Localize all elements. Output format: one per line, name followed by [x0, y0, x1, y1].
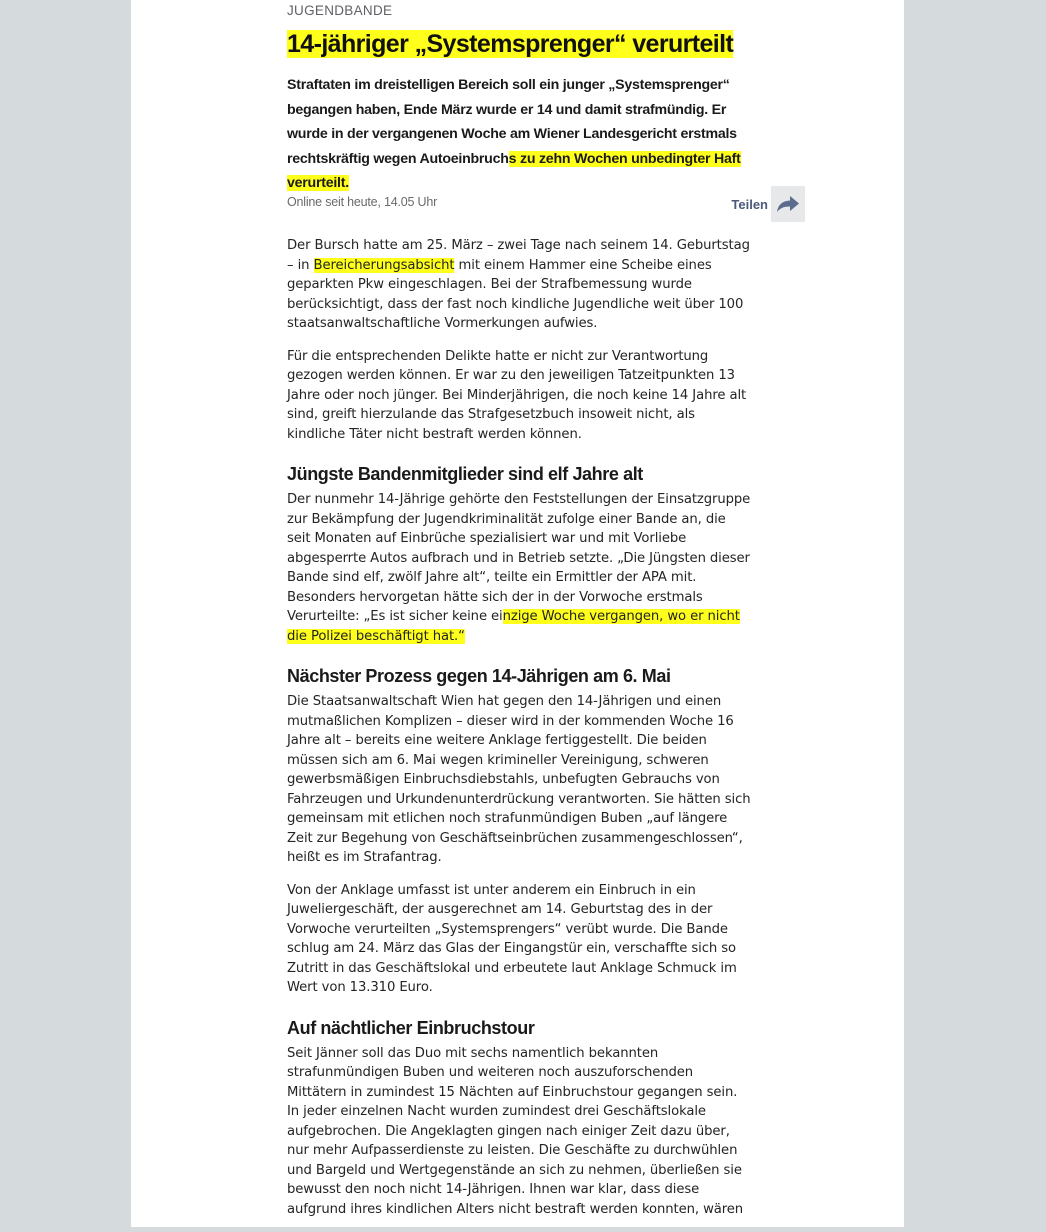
paragraph-highlight: nzige Woche vergangen, wo er nicht die Polizei beschäftigt hat.“	[287, 609, 740, 644]
paragraph-text: Der nunmehr 14-Jährige gehörte den Feststellungen der Einsatzgruppe zur Bekämpfung der Jugendkriminalität zufolge einer Bande an, die seit Monaten auf Einbrüche spezialisiert war und mit Vorliebe abgesperrte Autos aufbrach und in Betrieb setzte. „Die Jüngsten dieser Bande sind elf, zwölf Jahre alt“, teilte ein Ermittler der APA mit. Besonders hervorgetan hätte sich der in der Vorwoche erstmals Verurteilte: „Es ist sicher keine ei	[287, 492, 751, 624]
article-headline	[287, 27, 733, 61]
article-page	[131, 0, 904, 1227]
section-heading: Nächster Prozess gegen 14-Jährigen am 6. Mai	[287, 666, 671, 686]
share-arrow-icon[interactable]	[771, 186, 805, 222]
section-heading: Jüngste Bandenmitglieder sind elf Jahre alt	[287, 464, 643, 484]
online-since: Online seit heute, 14.05 Uhr	[287, 195, 438, 209]
paragraph-text: mit einem Hammer eine Scheibe eines geparkten Pkw eingeschlagen. Bei der Strafbemessung wurde berücksichtigt, dass der fast noch kindliche Jugendliche weit über 100 staatsanwaltschaftliche Vormerkungen aufwies.	[287, 257, 744, 331]
paragraph-text: Der Bursch hatte am 25. März – zwei Tage nach seinem 14. Geburtstag – in	[287, 238, 750, 273]
article-body	[287, 236, 751, 1232]
paragraph: Von der Anklage umfasst ist unter anderem ein Einbruch in ein Juweliergeschäft, der ausgerechnet am 14. Geburtstag des in der Vorwoche verurteilten „Systemsprengers“ verübt wurde. Die Bande schlug am 24. März das Glas der Eingangstür ein, verschaffte sich so Zutritt in das Geschäftslokal und erbeutete laut Anklage Schmuck im Wert von 13.310 Euro.	[287, 882, 737, 995]
article-kicker: JUGENDBANDE	[287, 3, 393, 18]
paragraph: Die Staatsanwaltschaft Wien hat gegen den 14-Jährigen und einen mutmaßlichen Komplizen – dieser wird in der kommenden Woche 16 Jahre alt – bereits eine weitere Anklage fertiggestellt. Die beiden müssen sich am 6. Mai wegen krimineller Vereinigung, schweren gewerbsmäßigen Einbruchsdiebstahls, unbefugten Gebrauchs von Fahrzeugen und Urkundenunterdrückung verantworten. Sie hätten sich gemeinsam mit etlichen noch strafunmündigen Buben „auf längere Zeit zur Begehung von Geschäftseinbrüchen zusammengeschlossen“, heißt es im Strafantrag.	[287, 694, 751, 865]
paragraph	[287, 490, 751, 646]
share-label: Teilen	[731, 196, 768, 212]
article-meta	[287, 186, 805, 222]
section-heading: Auf nächtlicher Einbruchstour	[287, 1017, 535, 1038]
lead-highlight: s zu zehn Wochen unbedingter Haft verurteilt.	[287, 150, 741, 191]
paragraph: Für die entsprechenden Delikte hatte er nicht zur Verantwortung gezogen werden können. Er war zu den jeweiligen Tatzeitpunkten 13 Jahre oder noch jünger. Bei Minderjährigen, die noch keine 14 Jahre alt sind, greift hierzulande das Strafgesetzbuch insoweit nicht, als kindliche Täter nicht bestraft werden können.	[287, 348, 747, 442]
paragraph	[287, 236, 751, 334]
share-button[interactable]	[731, 186, 805, 222]
article-lead	[287, 73, 757, 196]
paragraph-highlight: Bereicherungsabsicht	[313, 257, 455, 273]
headline-highlight: 14-jähriger „Systemsprenger“ verurteilt	[287, 30, 734, 58]
lead-text: Straftaten im dreistelligen Bereich soll ein junger „Systemsprenger“ begangen haben, Ende März wurde er 14 und damit strafmündig. Er wurde in der vergangenen Woche am Wiener Landesgericht erstmals rechtskräftig wegen Autoeinbruch	[287, 77, 737, 167]
paragraph: Seit Jänner soll das Duo mit sechs namentlich bekannten strafunmündigen Buben und weiteren noch auszuforschenden Mittätern in zumindest 15 Nächten auf Einbruchstour gegangen sein. In jeder einzelnen Nacht wurden zumindest drei Geschäftslokale aufgebrochen. Die Angeklagten gingen nach einiger Zeit dazu über, nur mehr Aufpasserdienste zu leisten. Die Geschäfte zu durchwühlen und Bargeld und Wertgegenstände an sich zu nehmen, überließen sie bewusst den noch nicht 14-Jährigen. Ihnen war klar, dass diese aufgrund ihres kindlichen Alters nicht bestraft werden konnten, wären	[287, 1045, 744, 1217]
